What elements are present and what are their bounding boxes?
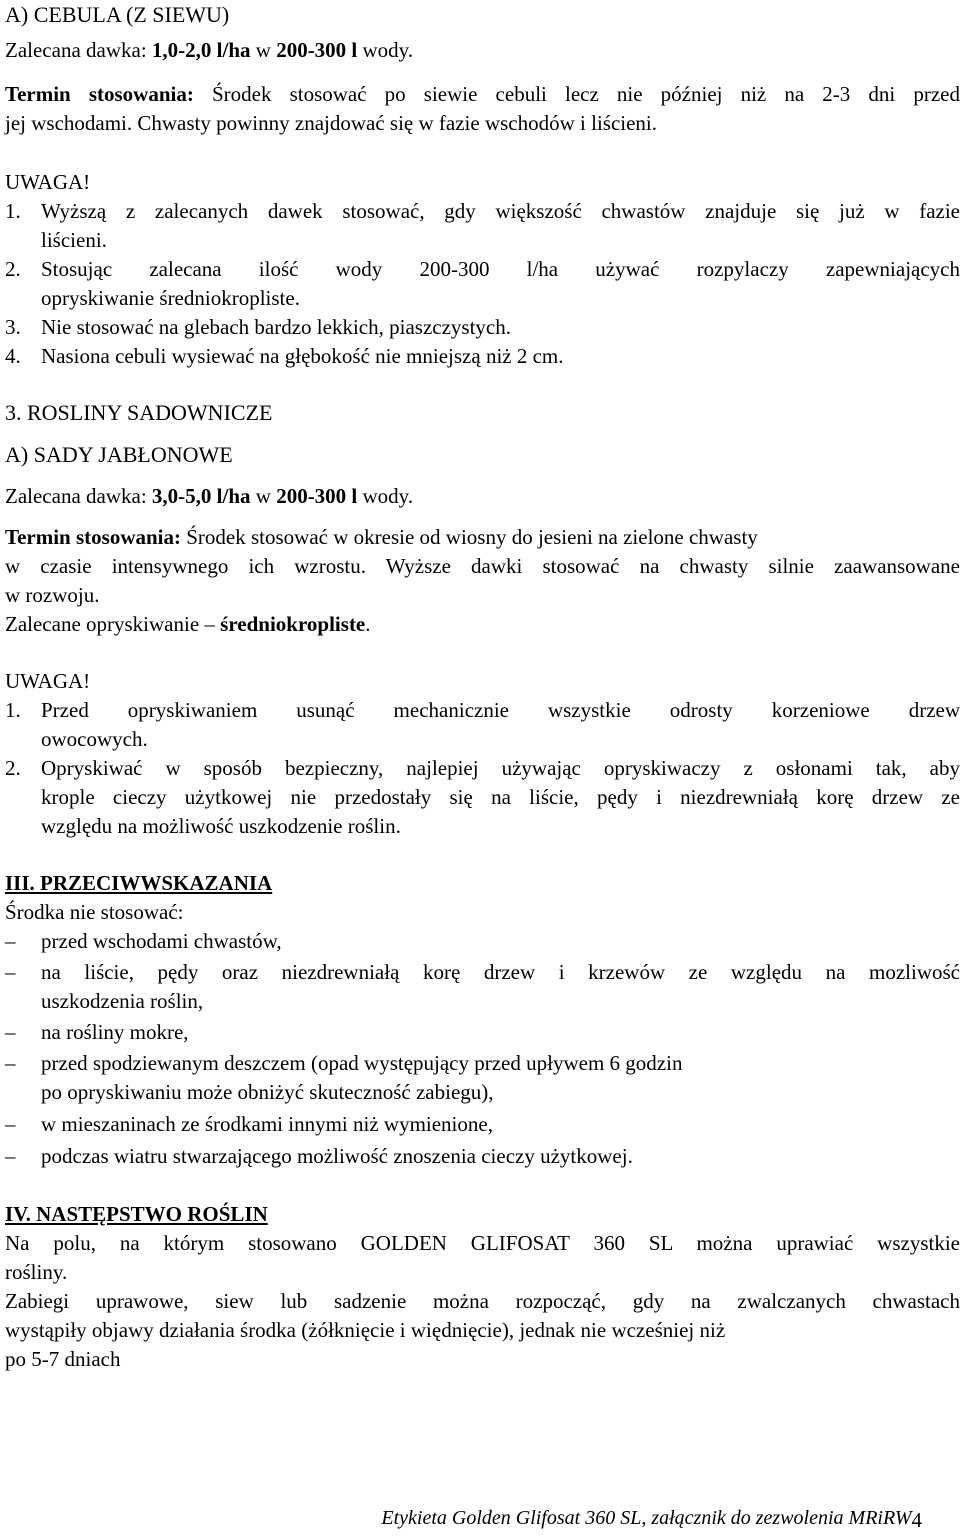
spray-value: średniokropliste <box>220 612 366 636</box>
spray-end: . <box>365 612 371 636</box>
contraindication-item-6 <box>5 1142 960 1171</box>
dose-value: 1,0-2,0 l/ha <box>151 38 251 62</box>
dose-mid: w <box>250 38 277 62</box>
spray-line-sady <box>5 610 960 639</box>
list-item-cebula-2 <box>5 255 960 284</box>
dose-end: wody. <box>357 484 414 508</box>
dose-end: wody. <box>357 38 414 62</box>
dash-bullet: – <box>5 1051 16 1075</box>
succession-p2-line-1: Zabiegi uprawowe, siew lub sadzenie można rozpocząć, gdy na zwalczanych chwastach <box>5 1289 960 1313</box>
term-label: Termin stosowania: <box>5 82 194 106</box>
item-text: uszkodzenia roślin, <box>41 989 204 1013</box>
item-number: 1. <box>5 698 21 722</box>
item-text: owocowych. <box>41 727 148 751</box>
contraindication-item-1 <box>5 927 960 956</box>
dose-mid: w <box>250 484 277 508</box>
dash-bullet: – <box>5 960 16 984</box>
contraindications-intro: Środka nie stosować: <box>5 900 184 924</box>
contraindication-item-2-cont <box>5 987 960 1016</box>
list-item-sady-2-cont-2 <box>5 812 960 841</box>
succession-p1-line-1: Na polu, na którym stosowano GOLDEN GLIFOSAT 360 SL można uprawiać wszystkie <box>5 1231 960 1255</box>
term-label: Termin stosowania: <box>5 525 181 549</box>
dose-line-sady <box>5 482 960 511</box>
page-number: 4 <box>911 1508 922 1532</box>
list-item-sady-2 <box>5 754 960 783</box>
list-item-cebula-1-cont <box>5 226 960 255</box>
contraindication-item-2 <box>5 958 960 987</box>
item-number: 3. <box>5 315 21 339</box>
section-title-sadownicze: 3. ROSLINY SADOWNICZE <box>5 400 273 425</box>
list-item-sady-1-cont <box>5 725 960 754</box>
term-line-1-cebula <box>5 80 960 109</box>
section-title-cebula: A) CEBULA (Z SIEWU) <box>5 2 230 27</box>
item-text: opryskiwanie średniokropliste. <box>41 286 300 310</box>
section-title-przeciwwskazania: III. PRZECIWWSKAZANIA <box>5 871 273 895</box>
section-title-nastepstwo: IV. NASTĘPSTWO ROŚLIN <box>5 1202 268 1226</box>
term-line-2-sady: w czasie intensywnego ich wzrostu. Wyższe dawki stosować na chwasty silnie zaawansowane <box>5 554 960 578</box>
list-item-cebula-2-cont <box>5 284 960 313</box>
dose-water: 200-300 l <box>276 38 358 62</box>
item-text: w mieszaninach ze środkami innymi niż wymienione, <box>41 1112 493 1136</box>
dash-bullet: – <box>5 1112 16 1136</box>
page-footer <box>350 1505 922 1530</box>
subsection-title-sady: A) SADY JABŁONOWE <box>5 442 233 467</box>
item-number: 2. <box>5 756 21 780</box>
dash-bullet: – <box>5 929 16 953</box>
succession-p2-line-3: po 5-7 dniach <box>5 1347 121 1371</box>
spray-label: Zalecane opryskiwanie – <box>5 612 221 636</box>
item-text: Wyższą z zalecanych dawek stosować, gdy większość chwastów znajduje się już w fazie <box>41 199 960 223</box>
list-item-cebula-4 <box>5 342 960 371</box>
dose-value: 3,0-5,0 l/ha <box>151 484 251 508</box>
term-text: Środek stosować w okresie od wiosny do jesieni na zielone chwasty <box>181 525 758 549</box>
item-text: przed spodziewanym deszczem (opad występujący przed upływem 6 godzin <box>41 1051 683 1075</box>
item-text: względu na możliwość uszkodzenie roślin. <box>41 814 401 838</box>
warning-sady: UWAGA! <box>5 669 91 693</box>
item-text: Przed opryskiwaniem usunąć mechanicznie wszystkie odrosty korzeniowe drzew <box>41 698 960 722</box>
term-line-3-sady: w rozwoju. <box>5 583 100 607</box>
term-line-1-sady <box>5 523 960 552</box>
dose-label: Zalecana dawka: <box>5 38 152 62</box>
dose-label: Zalecana dawka: <box>5 484 152 508</box>
item-text: podczas wiatru stwarzającego możliwość znoszenia cieczy użytkowej. <box>41 1144 633 1168</box>
dash-bullet: – <box>5 1144 16 1168</box>
item-text: Nasiona cebuli wysiewać na głębokość nie mniejszą niż 2 cm. <box>41 344 564 368</box>
item-text: na rośliny mokre, <box>41 1020 189 1044</box>
footer-text: Etykieta Golden Glifosat 360 SL, załącznik do zezwolenia MRiRW <box>381 1507 912 1529</box>
contraindication-item-5 <box>5 1110 960 1139</box>
item-number: 1. <box>5 199 21 223</box>
dose-line-cebula <box>5 36 960 65</box>
term-text: Środek stosować po siewie cebuli lecz nie później niż na 2-3 dni przed <box>193 82 960 106</box>
contraindication-item-3 <box>5 1018 960 1047</box>
list-item-cebula-1 <box>5 197 960 226</box>
item-text: przed wschodami chwastów, <box>41 929 282 953</box>
item-text: po opryskiwaniu może obniżyć skuteczność zabiegu), <box>41 1080 494 1104</box>
list-item-sady-2-cont-1 <box>5 783 960 812</box>
warning-cebula: UWAGA! <box>5 170 91 194</box>
contraindication-item-4-cont <box>5 1078 960 1107</box>
dose-water: 200-300 l <box>276 484 358 508</box>
item-text: Opryskiwać w sposób bezpieczny, najlepiej używając opryskiwaczy z osłonami tak, aby <box>41 756 960 780</box>
succession-p1-line-2: rośliny. <box>5 1260 68 1284</box>
succession-p2-line-2: wystąpiły objawy działania środka (żółknięcie i więdnięcie), jednak nie wcześniej niż <box>5 1318 726 1342</box>
item-text: Nie stosować na glebach bardzo lekkich, piaszczystych. <box>41 315 511 339</box>
item-text: liścieni. <box>41 228 107 252</box>
term-line-2-cebula: jej wschodami. Chwasty powinny znajdować się w fazie wschodów i liścieni. <box>5 111 658 135</box>
list-item-sady-1 <box>5 696 960 725</box>
dash-bullet: – <box>5 1020 16 1044</box>
item-text: na liście, pędy oraz niezdrewniałą korę drzew i krzewów ze względu na mozliwość <box>41 960 960 984</box>
item-text: krople cieczy użytkowej nie przedostały się na liście, pędy i niezdrewniałą korę drzew ze <box>41 785 960 809</box>
list-item-cebula-3 <box>5 313 960 342</box>
item-number: 2. <box>5 257 21 281</box>
item-text: Stosując zalecana ilość wody 200-300 l/ha używać rozpylaczy zapewniających <box>41 257 960 281</box>
item-number: 4. <box>5 344 21 368</box>
contraindication-item-4 <box>5 1049 960 1078</box>
